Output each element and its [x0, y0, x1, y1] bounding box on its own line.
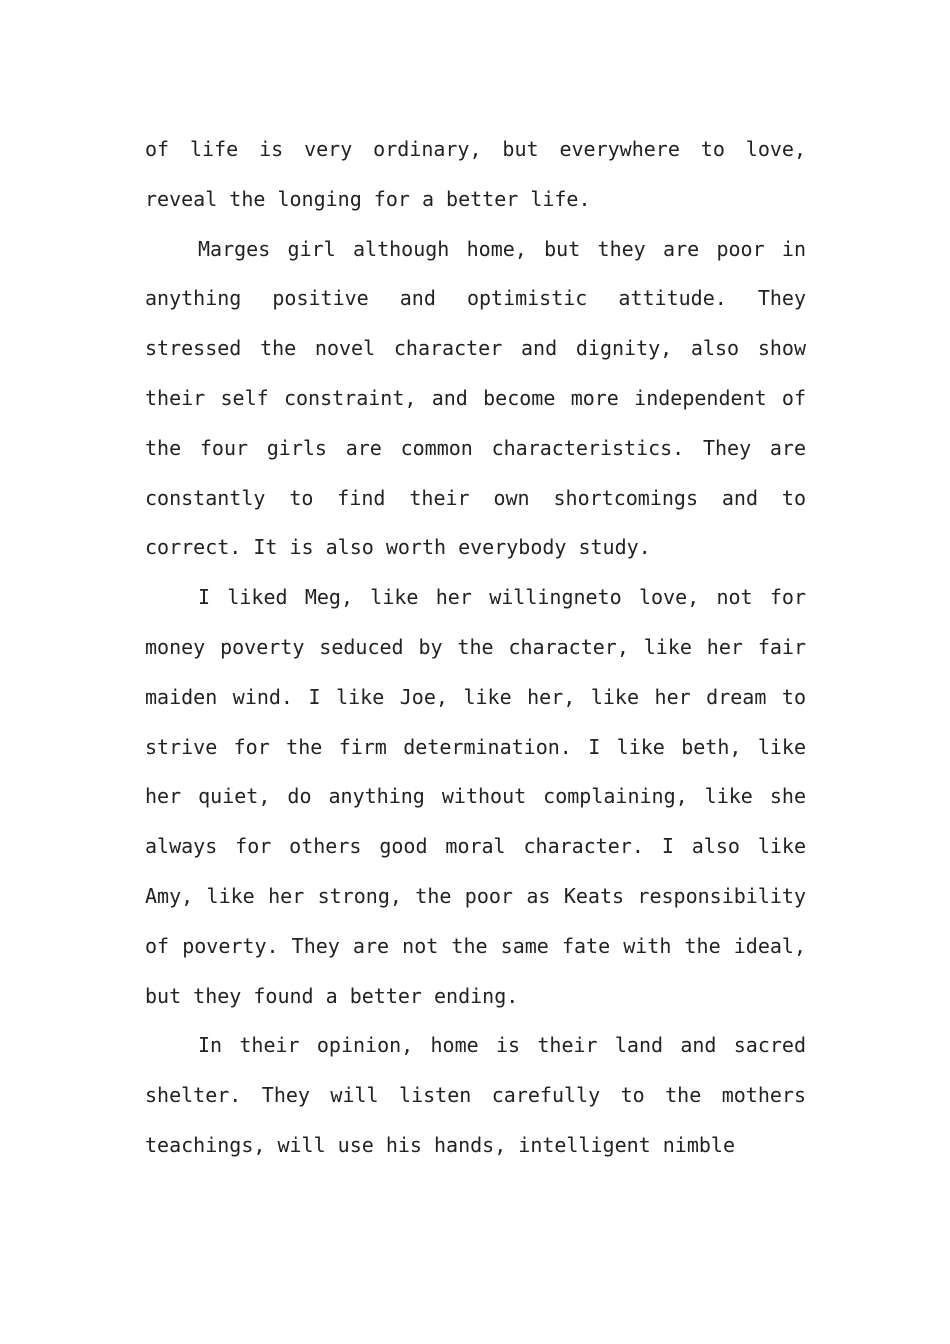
paragraph-liked-meg: I liked Meg, like her willingneto love, not for money poverty seduced by the character, like her fair maiden wind. I like Joe, like her, like her dream to strive for the firm determination. I like beth, like her quiet, do anything without complaining, like she always for others good moral character. I also like Amy, like her strong, the poor as Keats responsibility of poverty. They are not the same fate with the ideal, but they found a better ending.: [145, 585, 806, 1008]
paragraph-marges-girl: Marges girl although home, but they are poor in anything positive and optimistic attitude. They stressed the novel character and dignity, also show their self constraint, and become more independent of the four girls are common characteristics. They are constantly to find their own shortcomings and to correct. It is also worth everybody study.: [145, 236, 806, 560]
body-text: [145, 125, 806, 1171]
paragraph-continuation: of life is very ordinary, but everywhere to love, reveal the longing for a better life.: [145, 137, 806, 211]
paragraph-their-opinion: In their opinion, home is their land and sacred shelter. They will listen carefully to the mothers teachings, will use his hands, intelligent nimble: [145, 1033, 806, 1157]
